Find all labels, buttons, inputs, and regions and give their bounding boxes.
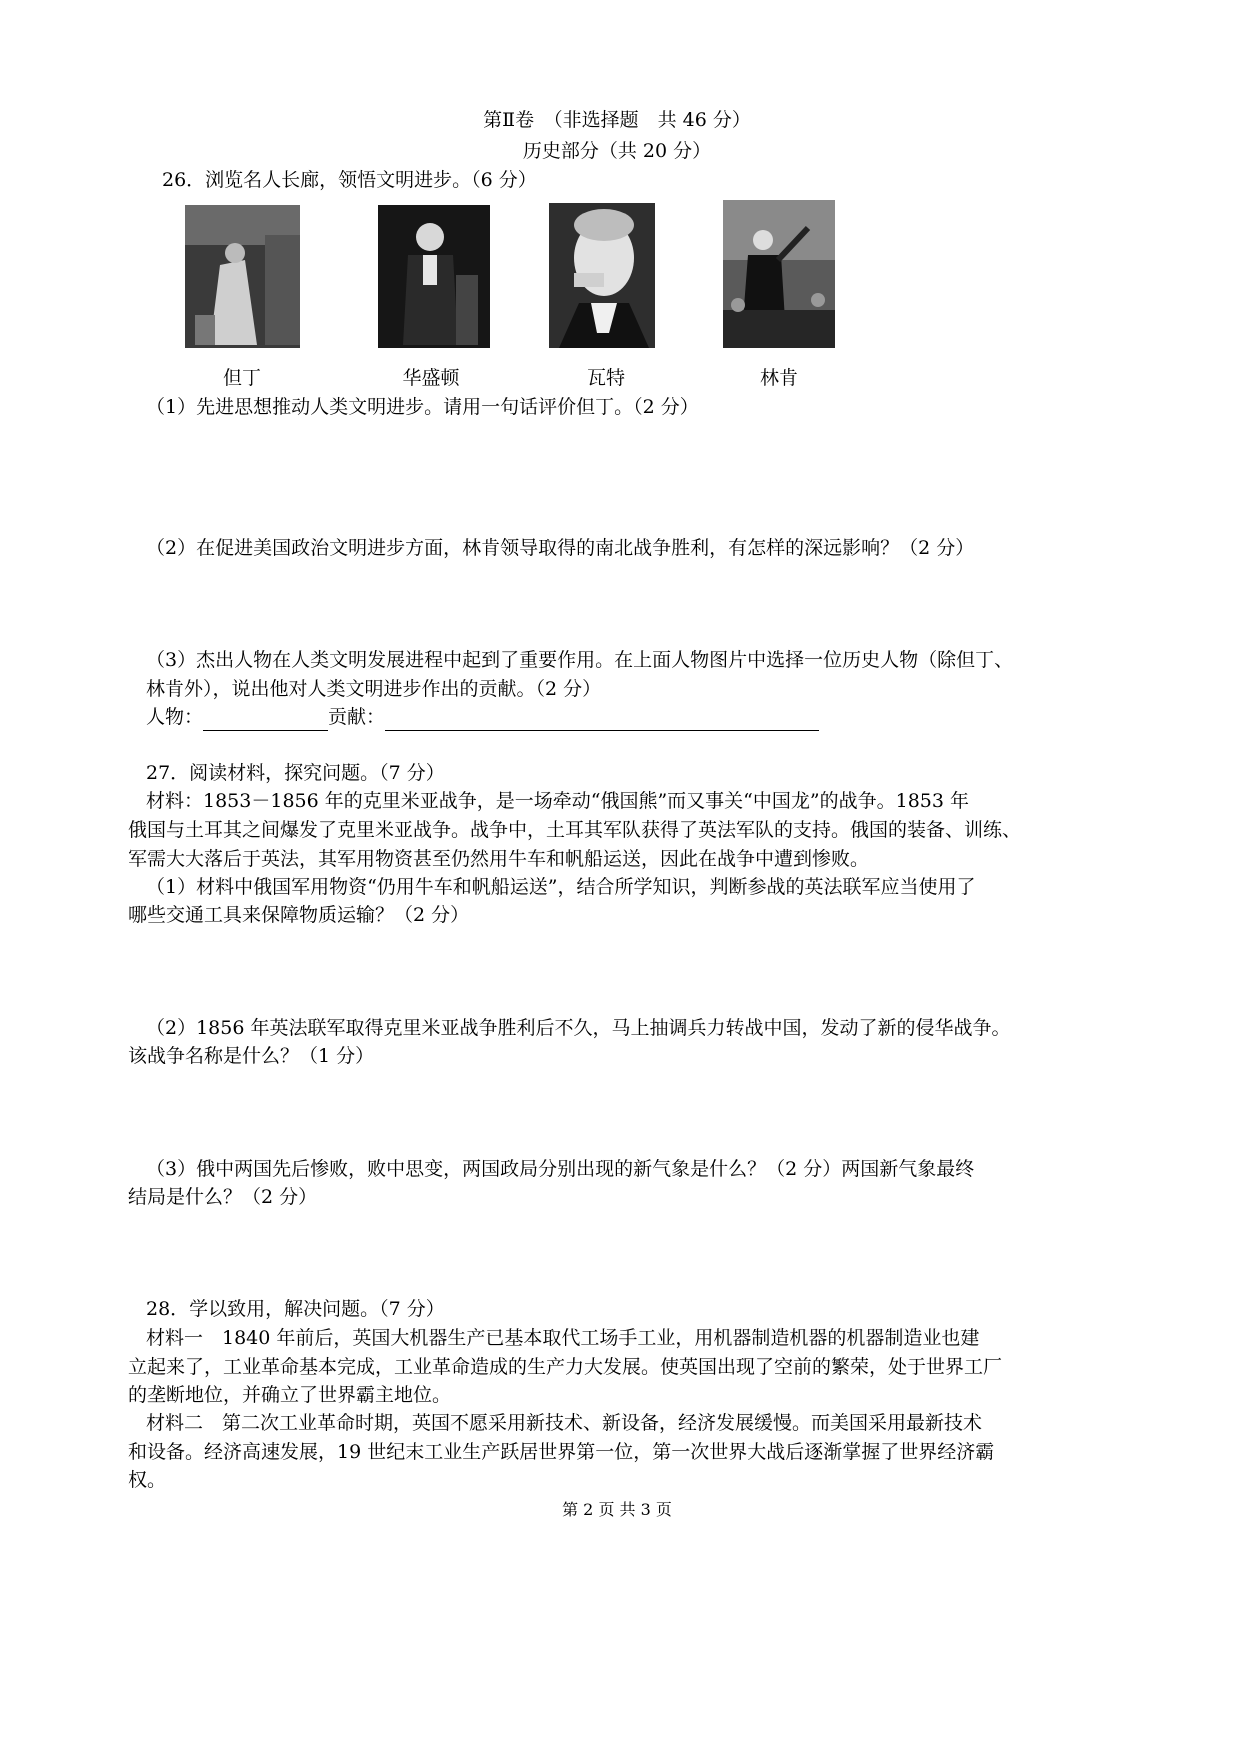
caption-dante: 但丁 [222,367,261,389]
q26-sub1: （1）先进思想推动人类文明进步。请用一句话评价但丁。（2 分） [146,396,699,418]
q26-sub3-line2: 林肯外），说出他对人类文明进步作出的贡献。（2 分） [146,678,602,700]
caption-watt: 瓦特 [586,367,625,389]
q27-sub1-line1: （1）材料中俄国军用物资“仍用牛车和帆船运送”，结合所学知识，判断参战的英法联军应当使用了 [146,876,976,898]
q28-m2-line1: 材料二 第二次工业革命时期，英国不愿采用新技术、新设备，经济发展缓慢。而美国采用最新技术 [146,1412,983,1434]
dante-portrait [185,205,300,348]
q28-stem: 28．学以致用，解决问题。（7 分） [146,1298,445,1320]
page-number: 第 2 页 共 3 页 [562,1500,672,1519]
dante-portrait-image [185,205,300,348]
q27-sub3-line1: （3）俄中两国先后惨败，败中思变，两国政局分别出现的新气象是什么？（2 分）两国新气象最终 [146,1158,975,1180]
q28-m1-line3: 的垄断地位，并确立了世界霸主地位。 [128,1384,452,1406]
q28-m1-line2: 立起来了，工业革命基本完成，工业革命造成的生产力大发展。使英国出现了空前的繁荣，处于世界工厂 [128,1356,1003,1378]
q27-stem: 27．阅读材料，探究问题。（7 分） [146,762,445,784]
answer-contribution-blank[interactable] [385,708,819,731]
section-subtitle: 历史部分（共 20 分） [522,140,712,162]
answer-line [146,703,819,731]
q28-m1-line1: 材料一 1840 年前后，英国大机器生产已基本取代工场手工业，用机器制造机器的机器制造业也建 [146,1327,980,1349]
watt-portrait [549,203,655,348]
washington-portrait-image [378,205,490,348]
q26-sub3-line1: （3）杰出人物在人类文明发展进程中起到了重要作用。在上面人物图片中选择一位历史人物（除但丁、 [146,649,1014,671]
q27-sub2-line1: （2）1856 年英法联军取得克里米亚战争胜利后不久，马上抽调兵力转战中国，发动了新的侵华战争。 [146,1017,1011,1039]
answer-contribution-label: 贡献： [328,706,386,728]
q28-m2-line2: 和设备。经济高速发展，19 世纪末工业生产跃居世界第一位，第一次世界大战后逐渐掌握了世界经济霸 [128,1441,995,1463]
answer-person-label: 人物： [146,706,204,728]
q27-sub2-line2: 该战争名称是什么？（1 分） [128,1045,375,1067]
q26-stem: 26．浏览名人长廊，领悟文明进步。（6 分） [162,169,537,191]
q26-sub2: （2）在促进美国政治文明进步方面，林肯领导取得的南北战争胜利，有怎样的深远影响？（2 分） [146,537,975,559]
lincoln-portrait-image [723,200,835,348]
q27-material-line2: 俄国与土耳其之间爆发了克里米亚战争。战争中，土耳其军队获得了英法军队的支持。俄国的装备、训练、 [128,819,1022,841]
q27-sub1-line2: 哪些交通工具来保障物质运输？（2 分） [128,904,470,926]
q27-material-line1: 材料：1853－1856 年的克里米亚战争，是一场牵动“俄国熊”而又事关“中国龙”的战争。1853 年 [146,790,969,812]
lincoln-portrait [723,200,835,348]
q27-sub3-line2: 结局是什么？（2 分） [128,1186,318,1208]
washington-portrait [378,205,490,348]
q28-m2-line3: 权。 [128,1469,167,1491]
q27-material-line3: 军需大大落后于英法，其军用物资甚至仍然用牛车和帆船运送，因此在战争中遭到惨败。 [128,848,870,870]
watt-portrait-image [549,203,655,348]
caption-washington: 华盛顿 [402,367,460,389]
section-title: 第Ⅱ卷 （非选择题 共 46 分） [483,109,751,131]
caption-lincoln: 林肯 [759,367,798,389]
answer-person-blank[interactable] [203,708,328,731]
